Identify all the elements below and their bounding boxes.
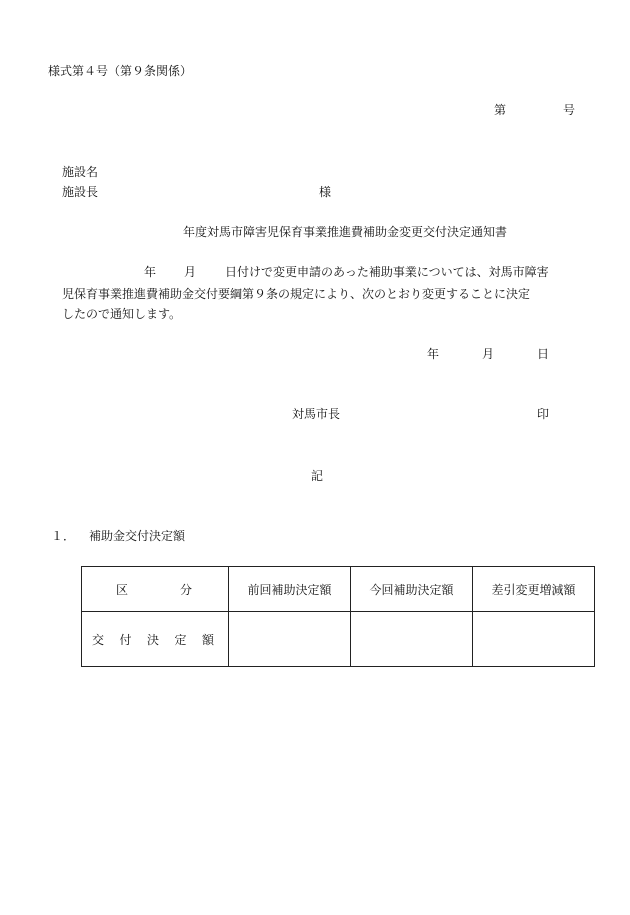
issuer-name: 対馬市長 <box>292 407 341 421</box>
body-text-line-3: したので通知します。 <box>62 307 182 321</box>
previous-amount-cell[interactable] <box>229 612 351 667</box>
body-text-line-2: 児保育事業推進費補助金交付要綱第９条の規定により、次のとおり変更することに決定 <box>62 287 531 301</box>
header-previous-amount: 前回補助決定額 <box>229 567 351 612</box>
kubun-char: 分 <box>179 582 192 597</box>
section-number: １． <box>51 529 76 543</box>
table-row <box>82 612 595 667</box>
row-label-decision-amount <box>82 612 229 667</box>
difference-amount-cell[interactable] <box>473 612 595 667</box>
seal-mark: 印 <box>537 407 550 421</box>
row-label-char: 決 <box>146 632 159 647</box>
date-year-label: 年 <box>427 347 440 361</box>
row-label-char: 交 <box>92 632 105 647</box>
document-number-suffix: 号 <box>563 103 576 117</box>
body-text-line-1: 日付けで変更申請のあった補助事業については、対馬市障害 <box>225 265 549 279</box>
date-month-label: 月 <box>482 347 495 361</box>
honorific: 様 <box>319 185 332 199</box>
table-header-row <box>82 567 595 612</box>
section-title: 補助金交付決定額 <box>89 529 186 543</box>
facility-name-label: 施設名 <box>62 165 99 179</box>
body-month-label: 月 <box>184 265 197 279</box>
row-label-char: 付 <box>119 632 132 647</box>
document-title: 年度対馬市障害児保育事業推進費補助金変更交付決定通知書 <box>183 225 508 239</box>
header-kubun <box>82 567 229 612</box>
ki-heading: 記 <box>311 469 324 483</box>
kubun-char: 区 <box>116 582 129 597</box>
form-number: 様式第４号（第９条関係） <box>48 64 193 78</box>
row-label-char: 額 <box>201 632 214 647</box>
grant-amount-table <box>81 566 595 667</box>
facility-head-label: 施設長 <box>62 185 99 199</box>
date-day-label: 日 <box>537 347 550 361</box>
document-number-prefix: 第 <box>494 103 507 117</box>
row-label-char: 定 <box>174 632 187 647</box>
header-current-amount: 今回補助決定額 <box>351 567 473 612</box>
header-difference-amount: 差引変更増減額 <box>473 567 595 612</box>
body-year-label: 年 <box>144 265 157 279</box>
current-amount-cell[interactable] <box>351 612 473 667</box>
